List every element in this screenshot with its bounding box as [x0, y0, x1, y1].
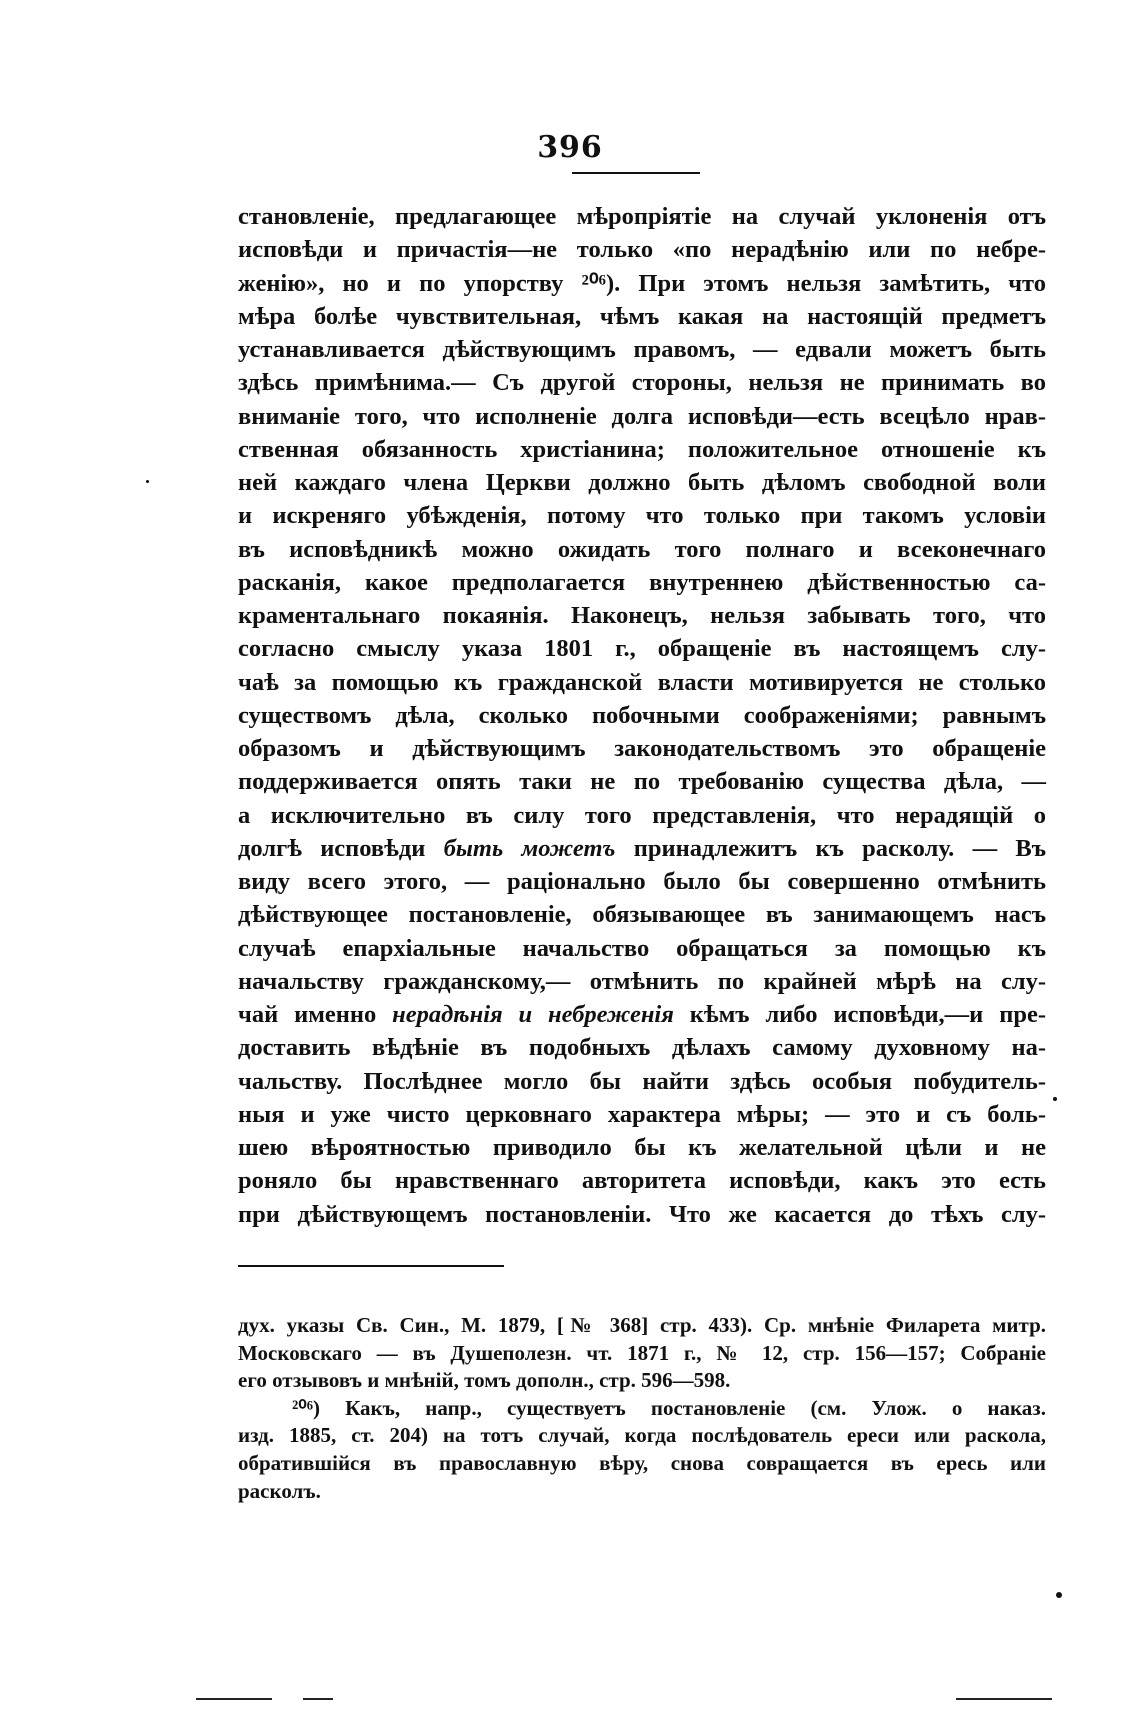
text-line: шею вѣроятностью приводило бы къ желательной цѣли и не [238, 1134, 1046, 1161]
footnote-separator [238, 1265, 504, 1267]
text-line: ней каждаго члена Церкви должно быть дѣломъ свободной воли [238, 469, 1046, 496]
text-line: существомъ дѣла, сколько побочными соображеніями; равнымъ [238, 701, 1046, 729]
text-line: при дѣйствующемъ постановленіи. Что же касается до тѣхъ слу- [238, 1200, 1046, 1228]
text-line: доставить вѣдѣніе въ подобныхъ дѣлахъ самому духовному на- [238, 1034, 1046, 1062]
text-line: ственная обязанность христіанина; положительное отношеніе къ [238, 435, 1046, 463]
text-line: устанавливается дѣйствующимъ правомъ, — едвали можетъ быть [238, 336, 1046, 363]
text-line: дѣйствующее постановленіе, обязывающее въ занимающемъ насъ [238, 901, 1046, 929]
scan-speck [1056, 1592, 1062, 1598]
text-line: здѣсь примѣнима.— Съ другой стороны, нельзя не принимать во [238, 369, 1046, 397]
scan-edge-line [196, 1698, 272, 1700]
text-line: чай именно нерадѣнія и небреженія кѣмъ либо исповѣди,—и пре- [238, 1001, 1046, 1028]
text-line: исповѣди и причастія—не только «по нерадѣнію или по небре- [238, 236, 1046, 264]
footnote-line: расколъ. [238, 1478, 321, 1503]
footnote-line: Московскаго — въ Душеполезн. чт. 1871 г., № 12, стр. 156—157; Собраніе [238, 1340, 1046, 1365]
text-line: начальству гражданскому,— отмѣнить по крайней мѣрѣ на слу- [238, 967, 1046, 995]
footnote-line: обратившійся въ православную вѣру, снова совращается въ ересь или [238, 1450, 1046, 1475]
text-line: согласно смыслу указа 1801 г., обращеніе въ настоящемъ слу- [238, 635, 1046, 663]
footnote-line: ²⁰⁶) Какъ, напр., существуетъ постановленіе (см. Улож. о наказ. [292, 1395, 1046, 1420]
footnote-line: изд. 1885, ст. 204) на тотъ случай, когда послѣдователь ереси или раскола, [238, 1423, 1046, 1448]
footnote-line: его отзывовъ и мнѣній, томъ дополн., стр. 596—598. [238, 1368, 731, 1393]
text-line: становленіе, предлагающее мѣропріятіе на случай уклоненія отъ [238, 203, 1046, 230]
italic-emphasis: нерадѣнія и небреженія [392, 1001, 674, 1028]
footnotes-block [238, 1312, 1046, 1505]
scan-edge-line [303, 1698, 333, 1700]
text-line: чаѣ за помощью къ гражданской власти мотивируется не столько [238, 668, 1046, 696]
text-line: случаѣ епархіальные начальство обращаться за помощью къ [238, 934, 1046, 962]
text-line: долгѣ исповѣди быть можетъ принадлежитъ къ расколу. — Въ [238, 834, 1046, 862]
text-line: краментальнаго покаянія. Наконецъ, нельзя забывать того, что [238, 602, 1046, 629]
scan-speck [1053, 1097, 1057, 1101]
text-line: поддерживается опять таки не по требованію существа дѣла, — [238, 768, 1046, 796]
page-number-underline [572, 172, 700, 174]
text-line: и искреняго убѣжденія, потому что только при такомъ условіи [238, 502, 1046, 530]
text-line: въ исповѣдникѣ можно ожидать того полнаго и всеконечнаго [238, 535, 1046, 563]
main-text-block [238, 200, 1046, 1231]
italic-emphasis: быть можетъ [443, 834, 616, 862]
page-number: 396 [537, 130, 603, 165]
text-line: чальству. Послѣднее могло бы найти здѣсь особыя побудитель- [238, 1067, 1046, 1095]
text-line: расканія, какое предполагается внутреннею дѣйственностью са- [238, 568, 1046, 596]
text-line: роняло бы нравственнаго авторитета исповѣди, какъ это есть [238, 1167, 1046, 1195]
text-line: вниманіе того, что исполненіе долга исповѣди—есть всецѣло нрав- [238, 402, 1046, 430]
scan-speck [146, 480, 149, 483]
footnote-line: дух. указы Св. Син., М. 1879, [№ 368] стр. 433). Ср. мнѣніе Филарета митр. [238, 1313, 1046, 1337]
text-line: виду всего этого, — раціонально было бы совершенно отмѣнить [238, 868, 1046, 895]
text-line: мѣра болѣе чувствительная, чѣмъ какая на настоящій предметъ [238, 302, 1046, 330]
text-line: ныя и уже чисто церковнаго характера мѣры; — это и съ боль- [238, 1100, 1046, 1128]
text-line: а исключительно въ силу того представленія, что нерадящій о [238, 801, 1046, 829]
scan-edge-line [956, 1698, 1052, 1700]
text-line: женію», но и по упорству ²⁰⁶). При этомъ нельзя замѣтить, что [238, 269, 1046, 297]
text-line: образомъ и дѣйствующимъ законодательствомъ это обращеніе [238, 735, 1046, 762]
